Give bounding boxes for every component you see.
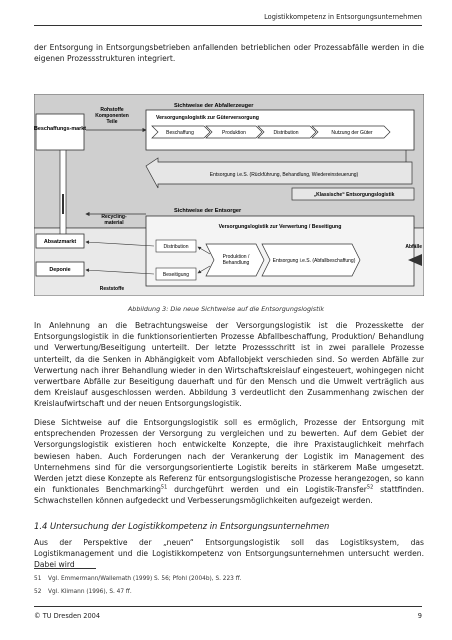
paragraph-3-part1: Diese Sichtweise auf die Entsorgungslogistik soll es ermöglich, Prozesse der Entsorgung mit entsprechenden Prozessen der Versorgung zu vergleichen und zu bewerten. Auf dem Gebiet der Versorgungslogistik existieren hoch entwickelte Konzepte, die ihre Praxistauglichkeit mehrfach bewiesen haben. Auch Forderungen nach der Verankerung der Logistik im Management des Unternehmens sind für die versorgungsorientierte Logistik bereits in stärkerem Maße umgesetzt. Werden jetzt diese Konzepte als Referenz für entsorgungslogistische Prozesse herangezogen, so kann ein funktionales Benchmarking bbox=[34, 418, 424, 495]
footnote-text: Vgl. Klimann (1996), S. 47 ff. bbox=[48, 589, 132, 595]
versorgung-title: Versorgungslogistik zur Güterversorgung bbox=[156, 115, 259, 121]
footnote-ref-52[interactable]: 52 bbox=[366, 484, 374, 491]
distribution-label: Distribution bbox=[163, 244, 189, 250]
entsorger-versorgung-title: Versorgungslogistik zur Verwertung / Beseitigung bbox=[218, 224, 342, 230]
abfallerzeuger-title: Sichtweise der Abfallerzeuger bbox=[174, 103, 254, 109]
entsorger-section bbox=[146, 208, 414, 286]
abfallbeschaffung-label: Entsorgung i.e.S. (Abfallbeschaffung) bbox=[272, 258, 356, 264]
footnote-number: 51 bbox=[34, 576, 42, 582]
footnote-ref-51[interactable]: 51 bbox=[160, 484, 168, 491]
recycling-label: Recycling-material bbox=[101, 214, 127, 226]
abfallerzeuger-section bbox=[146, 103, 414, 150]
entsorger-title: Sichtweise der Entsorger bbox=[174, 208, 242, 214]
beschaffungsmarkt-box bbox=[34, 114, 87, 150]
produktion-behandlung-label: Produktion / Behandlung bbox=[222, 254, 250, 266]
paragraph-4: Aus der Perspektive der „neuen“ Entsorgungslogistik soll das Logistiksystem, das Logistikmanagement und die Logistikkompetenz von Entsorgungsunternehmen untersucht werden. Dabei wird bbox=[34, 538, 424, 570]
rohstoffe-label: Rohstoffe Komponenten Teile bbox=[95, 107, 129, 125]
reststoffe-label: Reststoffe bbox=[99, 286, 125, 292]
paragraph-2: In Anlehnung an die Betrachtungsweise der Versorgungslogistik ist die Prozesskette der Entsorgungslogistik in die funktionsorientierten Prozesse Abfallbeschaffung, Produktion/ Behandlung und Verwertung/Beseitigung unterteilt. Der letzte Prozessschritt ist in zwei parallele Prozesse unterteilt, da die Senken in Abhängigkeit vom Abfallobjekt verschieden sind. So werden Abfälle zur Verwertung nach ihrer Behandlung wieder in den Wirtschaftskreislauf eingesteuert, wohingegen nicht verwertbare Abfälle zur Beseitigung dauerhaft und für den Mensch und die Umwelt verträglich aus dem Kreislauf ausgeschlossen werden. Abbildung 3 verdeutlicht den Zusammenhang zwischen der Kreislaufwirtschaft und der neuen Entsorgungslogistik. bbox=[34, 321, 424, 409]
footnote-text: Vgl. Emmermann/Wallemath (1999) S. 56; Pfohl (2004b), S. 223 ff. bbox=[48, 576, 242, 582]
beseitigung-label: Beseitigung bbox=[162, 272, 190, 278]
chain-nutzung-label: Nutzung der Güter bbox=[331, 130, 373, 136]
header-title: Logistikkompetenz in Entsorgungsunternehmen bbox=[264, 13, 422, 21]
beschaffungsmarkt-label: Beschaffungs-markt bbox=[34, 126, 87, 132]
page-number: 9 bbox=[417, 612, 422, 620]
paragraph-3 bbox=[34, 417, 424, 507]
klassische-label: „Klassische“ Entsorgungslogistik bbox=[313, 192, 395, 198]
footnote-rule bbox=[34, 568, 96, 569]
section-heading bbox=[34, 521, 329, 531]
section-title: Untersuchung der Logistikkompetenz in Entsorgungsunternehmen bbox=[50, 521, 330, 531]
footnote-52 bbox=[34, 589, 132, 595]
section-number: 1.4 bbox=[34, 521, 48, 531]
abfaelle-label: Abfälle bbox=[405, 244, 422, 250]
header-rule bbox=[34, 25, 422, 26]
absatzmarkt-label: Absatzmarkt bbox=[43, 239, 77, 245]
footnote-number: 52 bbox=[34, 589, 42, 595]
chain-produktion-label: Produktion bbox=[222, 130, 246, 136]
footer-copyright: © TU Dresden 2004 bbox=[34, 612, 101, 620]
paragraph-3-part2: durchgeführt werden und ein Logistik-Transfer bbox=[167, 485, 367, 495]
figure-caption: Abbildung 3: Die neue Sichtweise auf die Entsorgungslogistik bbox=[127, 305, 325, 313]
deponie-label: Deponie bbox=[49, 267, 71, 273]
chain-distribution-label: Distribution bbox=[273, 130, 299, 136]
paragraph-3-part3: stattfinden. Schwachstellen können aufgedeckt und Verbesserungsmöglichkeiten aufgezeigt werden. bbox=[34, 485, 424, 506]
entsorgung-ies-label: Entsorgung i.e.S. (Rückführung, Behandlung, Wiedereinsteuerung) bbox=[209, 172, 359, 178]
footer-rule bbox=[34, 606, 422, 607]
footnote-51 bbox=[34, 576, 242, 582]
entsorgungslogistik-diagram bbox=[34, 94, 424, 296]
intro-paragraph: der Entsorgung in Entsorgungsbetrieben anfallenden betrieblichen oder Prozessabfälle werden in die eigenen Prozessstrukturen integriert. bbox=[34, 43, 424, 64]
chain-beschaffung-label: Beschaffung bbox=[166, 130, 194, 136]
